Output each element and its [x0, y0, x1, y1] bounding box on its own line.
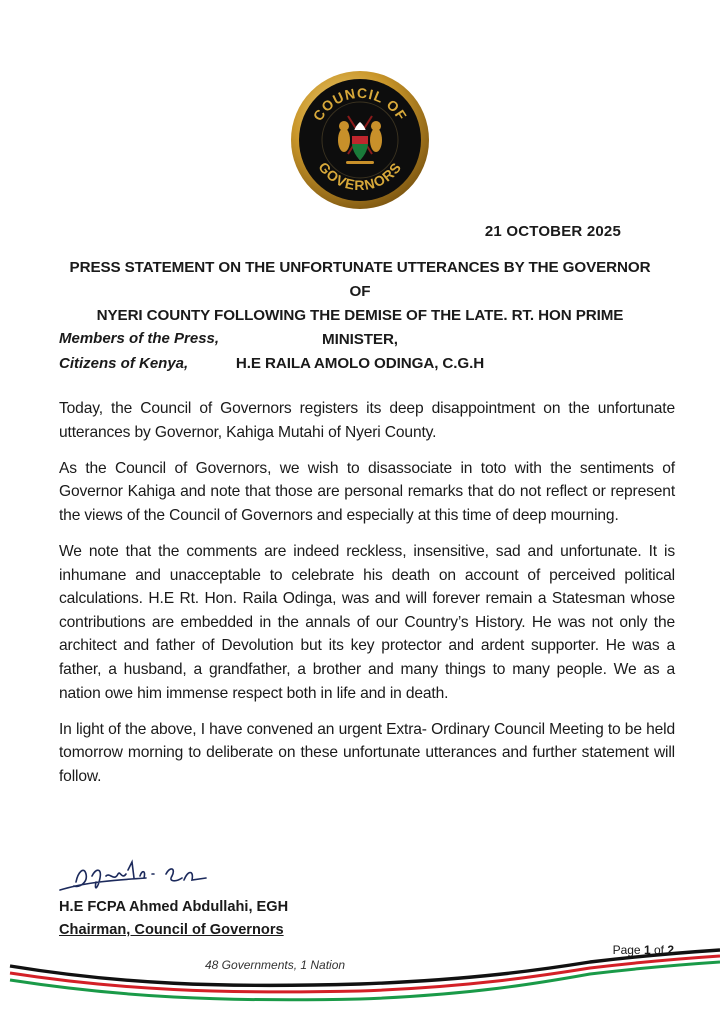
page-of: of — [650, 943, 668, 957]
title-line: PRESS STATEMENT ON THE UNFORTUNATE UTTERANCES BY THE GOVERNOR OF — [69, 259, 651, 300]
page-current: 1 — [643, 943, 651, 957]
body-paragraph: As the Council of Governors, we wish to disassociate in toto with the sentiments of Governor Kahiga and note that those are personal remarks that do not reflect or represent the views of the Council of Governors and especially at this time of deep mourning. — [59, 459, 675, 524]
council-of-governors-logo — [290, 70, 430, 210]
body-paragraph: We note that the comments are indeed reckless, insensitive, sad and unfortunate. It is inhumane and unacceptable to celebrate his death on account of perceived political calculations. H.E Rt. Hon. Raila Odinga, was and will forever remain a Statesman whose contributions are embedded in the annals of our Country’s History. He was not only the architect and father of Devolution but its key protector and ardent supporter. He was a father, a husband, a grandfather, a brother and many things to many people. We as a nation owe him immense respect both in life and in death. — [59, 542, 675, 702]
page-prefix: Page — [612, 943, 644, 957]
title-line: NYERI COUNTY FOLLOWING THE DEMISE OF THE LATE. RT. HON PRIME MINISTER, — [96, 307, 624, 348]
logo-emblem-icon — [290, 70, 430, 210]
statement-date: 21 OCTOBER 2025 — [484, 223, 621, 240]
body-paragraph: In light of the above, I have convened an urgent Extra- Ordinary Council Meeting to be held tomorrow morning to deliberate on these unfortunate utterances and further statement will follow. — [59, 720, 675, 785]
salutation-line: Members of the Press, — [59, 330, 220, 347]
salutation — [59, 326, 219, 376]
logo-text-bottom: GOVERNORS — [315, 158, 405, 193]
footer-motto: 48 Governments, 1 Nation — [205, 958, 346, 972]
salutation-line: Citizens of Kenya, — [59, 355, 189, 372]
signatory-name: H.E FCPA Ahmed Abdullahi, EGH — [59, 899, 289, 915]
signature — [56, 852, 256, 896]
page-number — [613, 943, 674, 957]
page-total: 2 — [667, 943, 674, 957]
stripe-red — [10, 956, 720, 992]
signatory-block — [59, 896, 288, 942]
title-line: H.E RAILA AMOLO ODINGA, C.G.H — [235, 355, 485, 372]
signatory-role: Chairman, Council of Governors — [59, 922, 284, 938]
statement-body — [59, 397, 675, 801]
body-paragraph: Today, the Council of Governors registers its deep disappointment on the unfortunate utterances by Governor, Kahiga Mutahi of Nyeri County. — [59, 400, 675, 441]
signature-icon — [56, 852, 256, 896]
logo-text-top: COUNCIL OF — [309, 84, 411, 124]
